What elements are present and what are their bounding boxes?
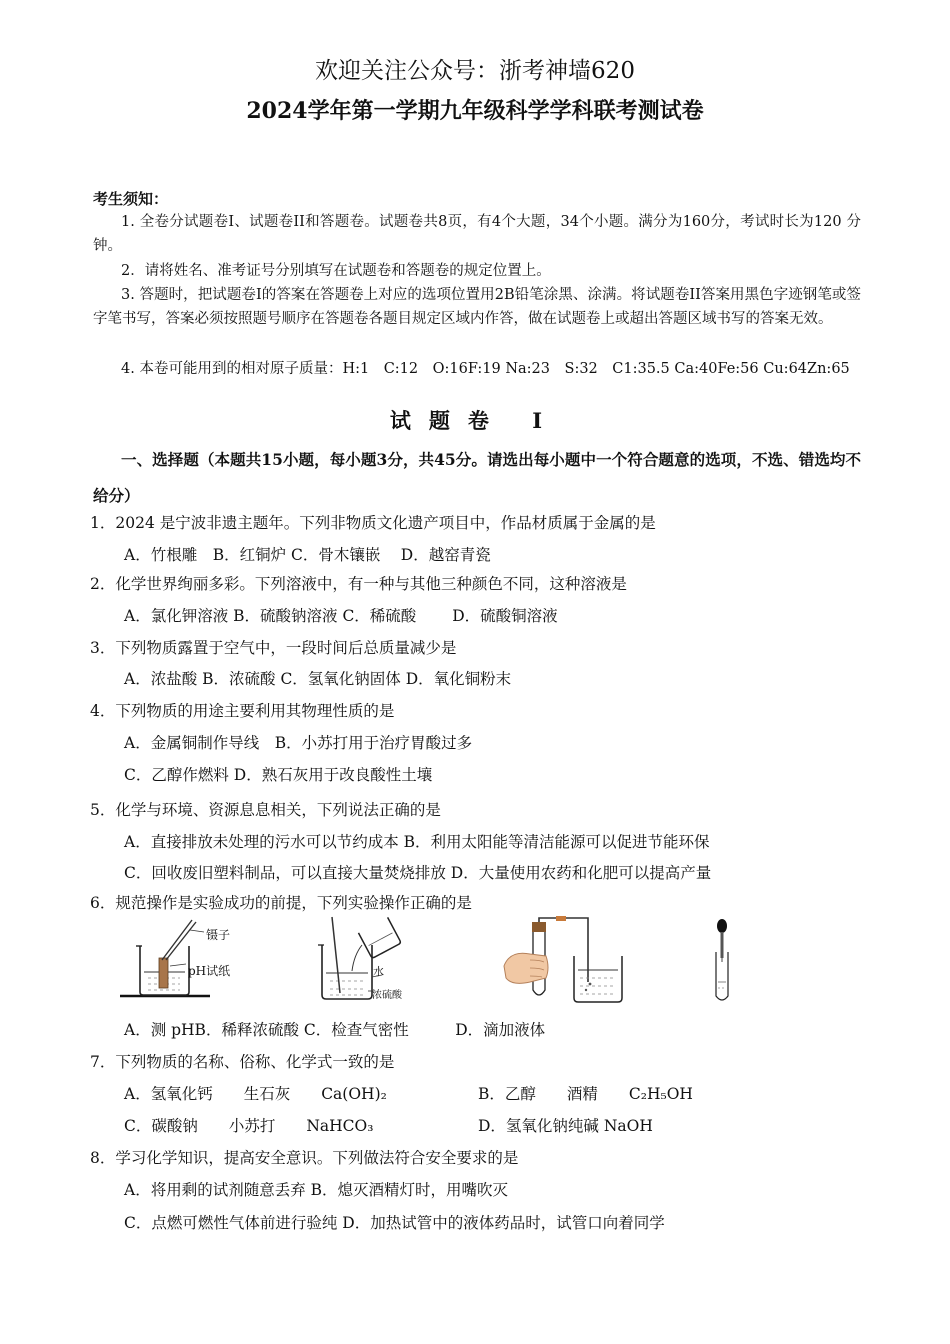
label-tweezers: 镊子 bbox=[206, 928, 231, 942]
question-5-option-line-1: A．直接排放未处理的污水可以节约成本 B．利用太阳能等清洁能源可以促进节能环保 bbox=[124, 833, 710, 851]
label-ph-paper: pH试纸 bbox=[188, 964, 231, 978]
question-4-option-line-1: A．金属铜制作导线 B．小苏打用于治疗胃酸过多 bbox=[124, 734, 473, 752]
figure-c-airtightness bbox=[500, 916, 630, 1004]
label-conc-acid: 浓硫酸 bbox=[372, 990, 402, 1001]
question-8-option-line-2: C．点燃可燃性气体前进行验纯 D．加热试管中的液体药品时，试管口向着同学 bbox=[124, 1214, 665, 1232]
question-7-option-c: C．碳酸钠 小苏打 NaHCO₃ bbox=[124, 1117, 374, 1135]
part-one-heading: 一、选择题（本题共15小题，每小题3分，共45分。请选出每小题中一个符合题意的选项，不选、错选均不给分） bbox=[93, 450, 861, 505]
question-5-option-line-2: C．回收废旧塑料制品，可以直接大量焚烧排放 D．大量使用农药和化肥可以提高产量 bbox=[124, 864, 712, 882]
question-3-stem: 3．下列物质露置于空气中，一段时间后总质量减少是 bbox=[90, 639, 457, 657]
question-1-options: A．竹根雕 B．红铜炉 C．骨木镶嵌 D．越窑青瓷 bbox=[124, 546, 491, 564]
question-3-options: A．浓盐酸 B．浓硫酸 C．氢氧化钠固体 D．氧化铜粉末 bbox=[124, 670, 512, 688]
question-6-options: A．测 pHB．稀释浓硫酸 C．检查气密性 D．滴加液体 bbox=[124, 1021, 546, 1039]
label-water: 水 bbox=[373, 965, 384, 978]
question-8-option-line-1: A．将用剩的试剂随意丢弃 B．熄灭酒精灯时，用嘴吹灭 bbox=[124, 1181, 509, 1199]
notice-item-4: 4. 本卷可能用到的相对原子质量：H:1 C:12 O:16F:19 Na:23 S:32 C1:35.5 Ca:40Fe:56 Cu:64Zn:65 bbox=[121, 361, 850, 377]
question-4-stem: 4．下列物质的用途主要利用其物理性质的是 bbox=[90, 702, 395, 720]
question-7-option-d: D．氢氧化钠纯碱 NaOH bbox=[478, 1117, 653, 1135]
exam-title: 2024学年第一学期九年级科学学科联考测试卷 bbox=[246, 98, 704, 124]
question-4-option-line-2: C．乙醇作燃料 D．熟石灰用于改良酸性土壤 bbox=[124, 766, 433, 784]
section-title: 试题卷 I bbox=[389, 408, 561, 433]
notice-item-1: 1. 全卷分试题卷I、试题卷II和答题卷。试题卷共8页，有4个大题，34个小题。满分为160分，考试时长为120 分钟。 bbox=[93, 214, 861, 254]
wechat-line: 欢迎关注公众号：浙考神墙620 bbox=[315, 58, 635, 84]
question-7-option-a: A．氢氧化钙 生石灰 Ca(OH)₂ bbox=[124, 1085, 387, 1103]
question-6-stem: 6．规范操作是实验成功的前提，下列实验操作正确的是 bbox=[90, 894, 472, 912]
question-5-stem: 5．化学与环境、资源息息相关，下列说法正确的是 bbox=[90, 801, 441, 819]
notice-item-3: 3. 答题时，把试题卷I的答案在答题卷上对应的选项位置用2B铅笔涂黑、涂满。将试题卷II答案用黑色字迹钢笔或签字笔书写，答案必须按照题号顺序在答题卷各题目规定区域内作答，做在试题卷上或超出答题区域书写的答案无效。 bbox=[93, 287, 861, 327]
question-2-options: A．氯化钾溶液 B．硫酸钠溶液 C．稀硫酸 D．硫酸铜溶液 bbox=[124, 607, 558, 625]
notice-item-2: 2．请将姓名、准考证号分别填写在试题卷和答题卷的规定位置上。 bbox=[121, 263, 551, 279]
question-2-stem: 2．化学世界绚丽多彩。下列溶液中，有一种与其他三种颜色不同，这种溶液是 bbox=[90, 575, 627, 593]
figure-d-dropper bbox=[706, 918, 736, 1004]
question-8-stem: 8．学习化学知识，提高安全意识。下列做法符合安全要求的是 bbox=[90, 1149, 519, 1167]
question-7-option-b: B．乙醇 酒精 C₂H₅OH bbox=[478, 1085, 693, 1103]
question-1-stem: 1．2024 是宁波非遗主题年。下列非物质文化遗产项目中，作品材质属于金属的是 bbox=[90, 514, 656, 532]
question-7-stem: 7．下列物质的名称、俗称、化学式一致的是 bbox=[90, 1053, 395, 1071]
notice-heading: 考生须知： bbox=[93, 190, 169, 208]
